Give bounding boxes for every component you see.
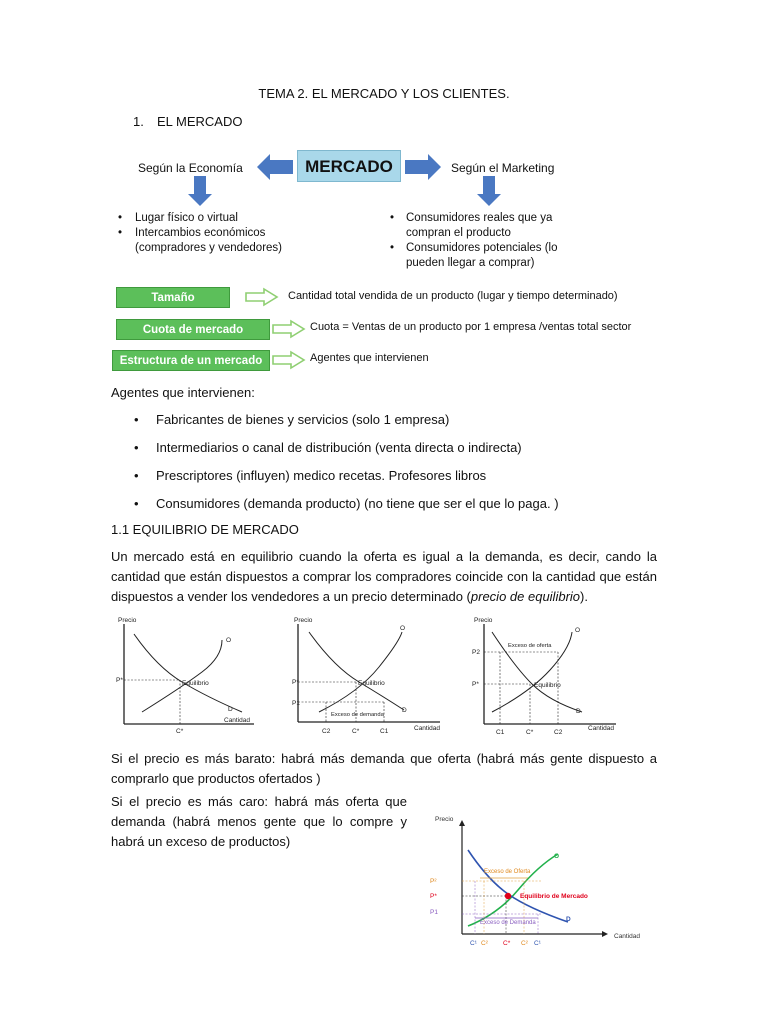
economia-bullet-list: [118, 211, 282, 256]
g3-o-label: O: [575, 627, 581, 634]
g2-c1-label: C1: [380, 728, 389, 735]
g4-pstar-label: P*: [430, 893, 437, 900]
economia-bullet-2-cont: (compradores y vendedores): [135, 242, 283, 254]
g1-o-label: O: [226, 637, 232, 644]
g4-p1-label: P1: [430, 909, 438, 916]
g3-c2-label: C2: [554, 729, 563, 736]
document-title: TEMA 2. EL MERCADO Y LOS CLIENTES.: [258, 86, 510, 101]
g3-pstar-label: P*: [472, 681, 479, 688]
g4-exceso-demanda-label: Exceso de Demanda: [480, 920, 536, 926]
estructura-text: Agentes que intervienen: [310, 352, 429, 364]
cheap-price-paragraph: Si el precio es más barato: habrá más demanda que oferta (habrá más gente dispuesto a comprarlo que productos ofertados ): [111, 751, 657, 786]
g1-supply-curve: [142, 640, 222, 712]
left-arrow-icon: [257, 154, 293, 180]
g3-cantidad-label: Cantidad: [588, 725, 615, 732]
g1-demand-curve: [134, 634, 242, 712]
g4-demand-curve: [468, 850, 568, 922]
graph-excess-supply: [470, 612, 620, 740]
g2-d-label: D: [402, 707, 407, 714]
g2-demand-curve: [309, 632, 404, 710]
g4-equilibrio-label: Equilibrio de Mercado: [520, 893, 588, 900]
section-number: 1.: [133, 114, 144, 129]
equilibrium-paragraph: Un mercado está en equilibrio cuando la oferta es igual a la demanda, es decir, cando la cantidad que están dispuestos a comprar los compradores coincide con la cantidad que están dispuestos a vender los vendedores a un precio determinado (precio de equilibrio).: [111, 549, 657, 604]
g4-cstar-label: C*: [503, 940, 511, 947]
expensive-price-paragraph: Si el precio es más caro: habrá más oferta que demanda (habrá menos gente que lo compre y habrá un exceso de productos): [111, 794, 407, 849]
marketing-bullet-1: • Consumidores reales que ya: [390, 212, 553, 224]
graph-market-equilibrium-color: [418, 810, 650, 960]
g1-pstar-label: P*: [116, 677, 123, 684]
graph-excess-demand: [284, 612, 444, 737]
g3-p2-label: P2: [472, 649, 480, 656]
marketing-bullet-2: • Consumidores potenciales (lo: [390, 242, 558, 254]
mercado-box: MERCADO: [297, 150, 401, 182]
economia-label: Según la Economía: [138, 161, 243, 175]
list-item: • Prescriptores (influyen) medico recetas. Profesores libros: [128, 466, 559, 494]
g3-precio-label: Precio: [474, 617, 493, 624]
g2-pstar-label: P*: [292, 679, 299, 686]
g2-exceso-label: Exceso de demanda: [331, 712, 384, 718]
g4-c1a-label: C¹: [470, 940, 477, 947]
tamano-text: Cantidad total vendida de un producto (lugar y tiempo determinado): [288, 290, 618, 302]
economia-bullet-1: • Lugar físico o virtual: [118, 212, 238, 224]
down-arrow-right-icon: [477, 176, 501, 206]
economia-bullet-2: • Intercambios económicos: [118, 227, 266, 239]
green-arrow-3-icon: [273, 352, 304, 368]
g4-precio-label: Precio: [435, 816, 454, 823]
section-heading: EL MERCADO: [157, 114, 243, 129]
g3-exceso-label: Exceso de oferta: [508, 643, 552, 649]
g2-equilibrio-label: Equilibrio: [358, 680, 385, 687]
g4-p2-label: P²: [430, 878, 437, 885]
agents-heading: Agentes que intervienen:: [111, 385, 255, 400]
g2-cantidad-label: Cantidad: [414, 725, 441, 732]
right-arrow-icon: [405, 154, 441, 180]
g4-d-label: D: [566, 916, 571, 923]
marketing-label: Según el Marketing: [451, 161, 555, 175]
g4-cantidad-label: Cantidad: [614, 933, 641, 940]
g1-equilibrio-label: Equilibrio: [182, 680, 209, 687]
g1-cstar-label: C*: [176, 728, 184, 735]
graph-equilibrium: [112, 612, 257, 737]
g2-precio-label: Precio: [294, 617, 313, 624]
g1-precio-label: Precio: [118, 617, 137, 624]
g4-exceso-oferta-label: Exceso de Oferta: [484, 869, 531, 875]
g4-o-label: O: [554, 853, 560, 860]
g4-c2a-label: C²: [481, 940, 488, 947]
marketing-bullet-2-cont: pueden llegar a comprar): [406, 257, 535, 269]
down-arrow-left-icon: [188, 176, 212, 206]
g2-c2-label: C2: [322, 728, 331, 735]
cuota-box: Cuota de mercado: [116, 319, 270, 340]
cuota-text: Cuota = Ventas de un producto por 1 empresa /ventas total sector: [310, 321, 632, 333]
g4-equilibrium-point: [505, 893, 511, 899]
g3-equilibrio-label: Equilibrio: [534, 682, 561, 689]
list-item: • Intermediarios o canal de distribución (venta directa o indirecta): [128, 438, 559, 466]
green-arrow-2-icon: [273, 321, 304, 337]
g3-d-label: D: [576, 708, 581, 715]
agents-list: [128, 410, 559, 522]
g2-supply-curve: [319, 632, 402, 712]
g4-c2b-label: C²: [521, 940, 528, 947]
g2-cstar-label: C*: [352, 728, 360, 735]
g1-d-label: D: [228, 706, 233, 713]
g3-cstar-label: C*: [526, 729, 534, 736]
section-11-heading: 1.1 EQUILIBRIO DE MERCADO: [111, 522, 299, 537]
g3-c1-label: C1: [496, 729, 505, 736]
g2-o-label: O: [400, 625, 406, 632]
list-item: • Consumidores (demanda producto) (no tiene que ser el que lo paga. ): [128, 494, 559, 522]
list-item: • Fabricantes de bienes y servicios (solo 1 empresa): [128, 410, 559, 438]
marketing-bullet-1-cont: compran el producto: [406, 227, 511, 239]
g2-p1-label: P1: [292, 700, 300, 707]
green-arrow-1-icon: [246, 289, 277, 305]
g4-c1b-label: C¹: [534, 940, 541, 947]
tamano-box: Tamaño: [116, 287, 230, 308]
g4-supply-curve: [468, 854, 558, 926]
g1-cantidad-label: Cantidad: [224, 717, 251, 724]
estructura-box: Estructura de un mercado: [112, 350, 270, 371]
marketing-bullet-list: [390, 211, 558, 271]
